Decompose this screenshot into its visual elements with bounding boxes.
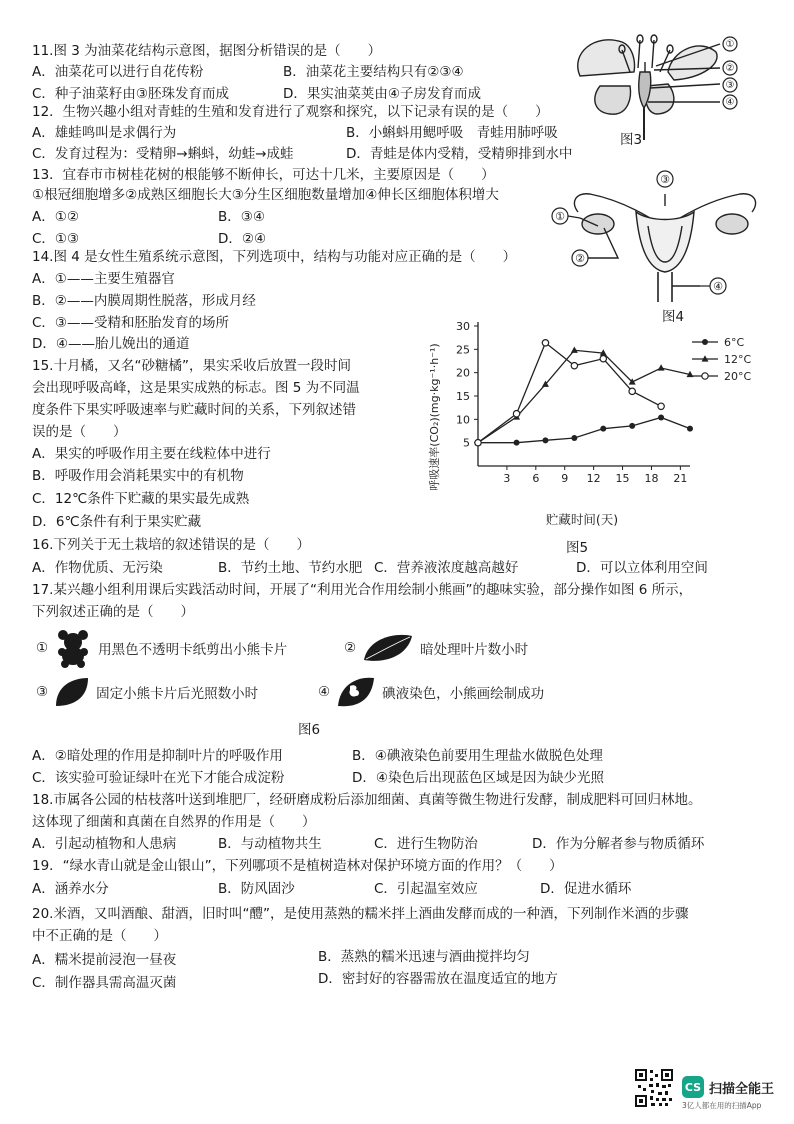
q14-option-d: D．④——胎儿娩出的通道 bbox=[32, 336, 190, 352]
fig5-caption: 图5 bbox=[566, 540, 589, 556]
q15-stem-line-1: 15.十月橘，又名“砂糖橘”，果实采收后放置一段时间 bbox=[32, 358, 351, 374]
q13-option-c: C．①③ bbox=[32, 231, 80, 247]
series-3-point bbox=[475, 439, 481, 445]
q17-option-d: D．④染色后出现蓝色区域是因为缺少光照 bbox=[352, 770, 604, 786]
camscanner-logo-icon: CS bbox=[682, 1076, 704, 1098]
chart-x-tick-label: 6 bbox=[532, 472, 540, 485]
q17-stem-line-2: 下列叙述正确的是（ ） bbox=[32, 604, 194, 620]
q11-option-c: C．种子油菜籽由③胚珠发育而成 bbox=[32, 86, 230, 102]
q18-stem-line-1: 18.市属各公园的枯枝落叶送到堆肥厂，经研磨成粉后添加细菌、真菌等微生物进行发酵，制成肥料可回归林地。 bbox=[32, 792, 702, 808]
q17-stem-line-1: 17.某兴趣小组利用课后实践活动时间，开展了“利用光合作用绘制小熊画”的趣味实验，部分操作如图 6 所示， bbox=[32, 582, 693, 598]
q13-option-a: A．①② bbox=[32, 209, 79, 225]
series-1-point bbox=[687, 426, 693, 432]
q18-option-b: B．与动植物共生 bbox=[218, 836, 322, 852]
bear-card-icon bbox=[54, 628, 92, 668]
chart-x-tick-label: 15 bbox=[615, 472, 630, 485]
q20-stem-line-1: 20.米酒，又叫酒酿、甜酒，旧时叫“醴”，是使用蒸熟的糯米拌上酒曲发酵而成的一种酒，下列制作米酒的步骤 bbox=[32, 906, 689, 922]
step-4-number: ④ bbox=[318, 684, 331, 700]
legend-marker-3 bbox=[702, 373, 708, 379]
q19-option-c: C．引起温室效应 bbox=[374, 881, 478, 897]
q15-option-d: D．6℃条件有利于果实贮藏 bbox=[32, 514, 202, 530]
q11-stem: 11.图 3 为油菜花结构示意图，据图分析错误的是（ ） bbox=[32, 43, 382, 59]
fig6-step-4 bbox=[318, 676, 544, 708]
q17-option-c: C．该实验可验证绿叶在光下才能合成淀粉 bbox=[32, 770, 285, 786]
legend-label-2: 12°C bbox=[724, 353, 752, 366]
qr-code-icon bbox=[634, 1068, 674, 1108]
scanner-watermark bbox=[682, 1076, 774, 1098]
fig4-label-3: ③ bbox=[660, 173, 670, 186]
chart-y-tick-label: 30 bbox=[456, 320, 470, 333]
step-1-text: 用黑色不透明卡纸剪出小熊卡片 bbox=[98, 642, 288, 658]
q12-option-d: D．青蛙是体内受精，受精卵排到水中 bbox=[346, 146, 573, 162]
series-3-point bbox=[513, 411, 519, 417]
q16-option-d: D．可以立体利用空间 bbox=[576, 560, 708, 576]
fig4-label-1: ① bbox=[555, 210, 565, 223]
fig6-step-1 bbox=[36, 628, 287, 668]
chart-y-tick-label: 10 bbox=[456, 413, 470, 427]
series-2-point bbox=[658, 364, 665, 370]
q16-option-b: B．节约土地、节约水肥 bbox=[218, 560, 363, 576]
figure-5-respiration-chart bbox=[420, 312, 760, 552]
fig3-caption: 图3 bbox=[620, 132, 643, 148]
fig3-label-1: ① bbox=[725, 39, 735, 50]
chart-y-tick-label: 20 bbox=[456, 366, 470, 380]
series-3-point bbox=[600, 355, 606, 361]
series-3-point bbox=[629, 388, 635, 394]
chart-x-tick-label: 9 bbox=[561, 472, 569, 485]
q15-option-b: B．呼吸作用会消耗果实中的有机物 bbox=[32, 468, 244, 484]
q19-option-b: B．防风固沙 bbox=[218, 881, 295, 897]
series-line-2 bbox=[478, 350, 690, 442]
legend-label-3: 20°C bbox=[724, 370, 752, 383]
fig4-label-4: ④ bbox=[713, 280, 723, 293]
fig3-label-4: ④ bbox=[725, 97, 735, 108]
q17-option-a: A．②暗处理的作用是抑制叶片的呼吸作用 bbox=[32, 748, 283, 764]
fig4-caption: 图4 bbox=[662, 309, 685, 325]
q15-stem-line-4: 误的是（ ） bbox=[32, 424, 127, 440]
chart-x-tick-label: 21 bbox=[673, 472, 688, 485]
series-2-point bbox=[571, 346, 578, 352]
q13-option-b: B．③④ bbox=[218, 209, 265, 225]
q12-option-b: B．小蝌蚪用鳃呼吸 青蛙用肺呼吸 bbox=[346, 125, 558, 141]
q13-statements: ①根冠细胞增多②成熟区细胞长大③分生区细胞数量增加④伸长区细胞体积增大 bbox=[32, 187, 499, 203]
q14-option-a: A．①——主要生殖器官 bbox=[32, 271, 175, 287]
step-1-number: ① bbox=[36, 640, 49, 656]
chart-x-tick-label: 18 bbox=[644, 472, 659, 485]
q15-option-c: C．12℃条件下贮藏的果实最先成熟 bbox=[32, 491, 250, 507]
fig3-label-2: ② bbox=[725, 63, 735, 74]
q11-option-b: B．油菜花主要结构只有②③④ bbox=[283, 64, 464, 80]
series-3-point bbox=[571, 362, 577, 368]
q13-stem: 13．宜春市市树桂花树的根能够不断伸长，可达十几米，主要原因是（ ） bbox=[32, 167, 495, 183]
series-1-point bbox=[658, 414, 664, 420]
q16-stem: 16.下列关于无土栽培的叙述错误的是（ ） bbox=[32, 537, 310, 553]
leaf-icon bbox=[362, 632, 414, 664]
leaf-with-card-icon bbox=[54, 676, 90, 708]
q15-option-a: A．果实的呼吸作用主要在线粒体中进行 bbox=[32, 446, 271, 462]
q11-option-a: A．油菜花可以进行自花传粉 bbox=[32, 64, 204, 80]
q20-option-d: D．密封好的容器需放在温度适宜的地方 bbox=[318, 971, 558, 987]
q15-stem-line-2: 会出现呼吸高峰，这是果实成熟的标志。图 5 为不同温 bbox=[32, 380, 360, 396]
series-1-point bbox=[600, 426, 606, 432]
q20-option-b: B．蒸熟的糯米迅速与酒曲搅拌均匀 bbox=[318, 949, 530, 965]
fig6-caption: 图6 bbox=[298, 722, 321, 738]
q18-option-c: C．进行生物防治 bbox=[374, 836, 478, 852]
q14-option-b: B．②——内膜周期性脱落，形成月经 bbox=[32, 293, 256, 309]
q12-option-a: A．雄蛙鸣叫是求偶行为 bbox=[32, 125, 177, 141]
scanner-tagline: 3亿人都在用的扫描App bbox=[682, 1101, 762, 1110]
series-1-point bbox=[542, 437, 548, 443]
step-3-number: ③ bbox=[36, 684, 49, 700]
q12-option-c: C．发育过程为：受精卵→蝌蚪，幼蛙→成蛙 bbox=[32, 146, 294, 162]
chart-y-tick-label: 25 bbox=[456, 343, 470, 357]
legend-label-1: 6°C bbox=[724, 336, 745, 349]
chart-ylabel: 呼吸速率(CO₂)(mg·kg⁻¹·h⁻¹) bbox=[428, 343, 441, 491]
chart-xlabel: 贮藏时间(天) bbox=[545, 512, 619, 527]
q18-stem-line-2: 这体现了细菌和真菌在自然界的作用是（ ） bbox=[32, 814, 316, 830]
step-4-text: 碘液染色，小熊画绘制成功 bbox=[382, 686, 545, 702]
stained-leaf-icon bbox=[336, 676, 376, 708]
fig6-step-3 bbox=[36, 676, 258, 708]
fig6-step-2 bbox=[344, 632, 528, 664]
chart-y-tick-label: 5 bbox=[463, 436, 470, 450]
q12-stem: 12．生物兴趣小组对青蛙的生殖和发育进行了观察和探究，以下记录有误的是（ ） bbox=[32, 104, 549, 120]
step-2-number: ② bbox=[344, 640, 357, 656]
q13-option-d: D．②④ bbox=[218, 231, 267, 247]
series-1-point bbox=[629, 423, 635, 429]
chart-y-tick-label: 15 bbox=[456, 390, 470, 403]
q19-option-a: A．涵养水分 bbox=[32, 881, 109, 897]
step-2-text: 暗处理叶片数小时 bbox=[420, 642, 529, 658]
q18-option-d: D．作为分解者参与物质循环 bbox=[532, 836, 705, 852]
q11-option-d: D．果实油菜荚由④子房发育而成 bbox=[283, 86, 481, 102]
chart-x-tick-label: 12 bbox=[586, 472, 601, 485]
q14-option-c: C．③——受精和胚胎发育的场所 bbox=[32, 315, 230, 331]
q14-stem: 14.图 4 是女性生殖系统示意图，下列选项中，结构与功能对应正确的是（ ） bbox=[32, 249, 517, 265]
figure-3-flower-diagram bbox=[560, 28, 750, 148]
fig3-label-3: ③ bbox=[725, 80, 735, 91]
chart-x-tick-label: 3 bbox=[503, 472, 511, 485]
q17-option-b: B．④碘液染色前要用生理盐水做脱色处理 bbox=[352, 748, 603, 764]
q15-stem-line-3: 度条件下果实呼吸速率与贮藏时间的关系，下列叙述错 bbox=[32, 402, 356, 418]
q18-option-a: A．引起动植物和人患病 bbox=[32, 836, 177, 852]
q20-option-a: A．糯米提前浸泡一昼夜 bbox=[32, 952, 177, 968]
figure-4-reproductive-diagram bbox=[540, 166, 770, 306]
q19-stem: 19．“绿水青山就是金山银山”，下列哪项不是植树造林对保护环境方面的作用？（ ） bbox=[32, 858, 563, 874]
q20-stem-line-2: 中不正确的是（ ） bbox=[32, 928, 167, 944]
step-3-text: 固定小熊卡片后光照数小时 bbox=[96, 686, 259, 702]
series-1-point bbox=[571, 435, 577, 441]
series-3-point bbox=[542, 340, 548, 346]
q16-option-a: A．作物优质、无污染 bbox=[32, 560, 163, 576]
q20-option-c: C．制作器具需高温灭菌 bbox=[32, 975, 177, 991]
series-1-point bbox=[514, 440, 520, 446]
q19-option-d: D．促进水循环 bbox=[540, 881, 632, 897]
q16-option-c: C．营养液浓度越高越好 bbox=[374, 560, 519, 576]
series-3-point bbox=[658, 403, 664, 409]
legend-marker-1 bbox=[702, 339, 708, 345]
scanner-app-name: 扫描全能王 bbox=[709, 1081, 775, 1097]
fig4-label-2: ② bbox=[575, 252, 585, 265]
